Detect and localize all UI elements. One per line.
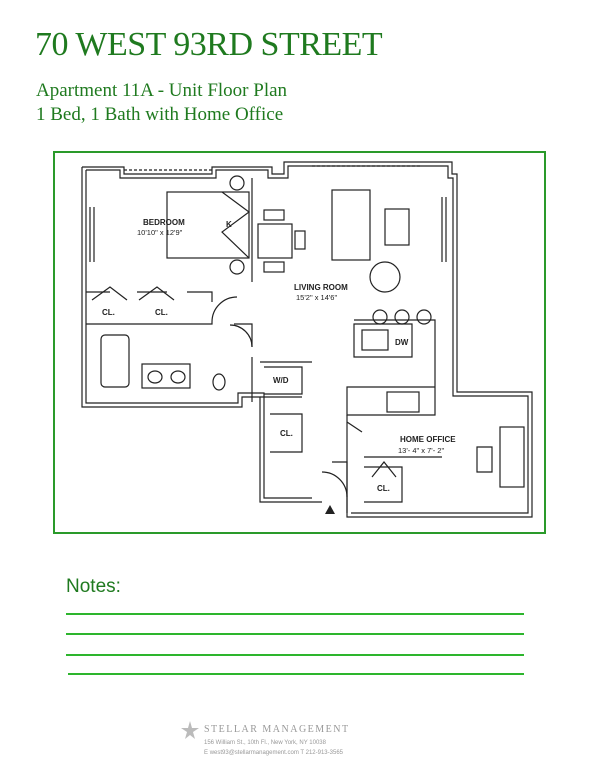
exterior-wall-west-inner xyxy=(86,170,312,498)
vanity xyxy=(142,364,190,388)
unit-description: 1 Bed, 1 Bath with Home Office xyxy=(36,104,284,125)
lamp xyxy=(230,176,244,190)
window xyxy=(90,207,94,262)
note-line xyxy=(66,613,524,615)
company-address: 156 William St., 10th Fl., New York, NY 10038 xyxy=(204,740,326,746)
closet-door xyxy=(372,462,396,477)
sink xyxy=(148,371,162,383)
desk-chair xyxy=(477,447,492,472)
sink xyxy=(171,371,185,383)
note-line xyxy=(66,654,524,656)
phone-label: T xyxy=(300,750,304,756)
chair xyxy=(295,231,305,249)
bedroom-label: BEDROOM xyxy=(143,218,185,227)
closet-door xyxy=(92,287,174,300)
window xyxy=(442,197,446,262)
stove xyxy=(387,392,419,412)
note-line xyxy=(66,633,524,635)
dining-table xyxy=(258,224,292,258)
email-address: west93@stellarmanagement.com xyxy=(209,750,299,756)
office-wall xyxy=(347,415,445,513)
desk xyxy=(500,427,524,487)
kitchen-wall xyxy=(347,320,435,415)
lamp xyxy=(230,260,244,274)
home-office-dimensions: 13'- 4" x 7'- 2" xyxy=(398,446,445,455)
entry-arrow xyxy=(325,505,335,514)
company-name: STELLAR MANAGEMENT xyxy=(204,724,350,735)
coffee-table xyxy=(385,209,409,245)
chair xyxy=(264,210,284,220)
stool xyxy=(395,310,409,324)
phone-number: 212-913-3565 xyxy=(305,750,343,756)
company-logo-icon xyxy=(180,720,200,742)
property-title: 70 WEST 93RD STREET xyxy=(35,26,383,63)
living-room-dimensions: 15'2" x 14'6" xyxy=(296,293,338,302)
floor-plan-frame xyxy=(53,151,546,534)
floor-plan xyxy=(55,153,544,532)
toilet xyxy=(213,374,225,390)
washer-dryer-label: W/D xyxy=(273,376,289,385)
closet-label: CL. xyxy=(155,308,168,317)
closet-label: CL. xyxy=(377,484,390,493)
closet-label: CL. xyxy=(280,429,293,438)
door-swing xyxy=(322,472,347,497)
home-office-label: HOME OFFICE xyxy=(400,435,456,444)
bed-size-marker: K xyxy=(226,220,232,229)
sofa xyxy=(332,190,370,260)
armchair xyxy=(370,262,400,292)
living-room-label: LIVING ROOM xyxy=(294,283,348,292)
unit-subtitle: Apartment 11A - Unit Floor Plan xyxy=(36,80,288,101)
dishwasher-label: DW xyxy=(395,338,409,347)
stool xyxy=(417,310,431,324)
company-contact xyxy=(204,750,343,756)
exterior-wall xyxy=(82,162,532,517)
door-swing xyxy=(230,325,252,347)
bathtub xyxy=(101,335,129,387)
closet-label: CL. xyxy=(102,308,115,317)
sink-kitchen xyxy=(362,330,388,350)
note-line xyxy=(68,673,524,675)
email-label: E xyxy=(204,750,209,756)
bedroom-dimensions: 10'10" x 12'9" xyxy=(137,228,183,237)
chair xyxy=(264,262,284,272)
stool xyxy=(373,310,387,324)
notes-label: Notes: xyxy=(66,576,121,597)
door-swing xyxy=(212,297,237,322)
